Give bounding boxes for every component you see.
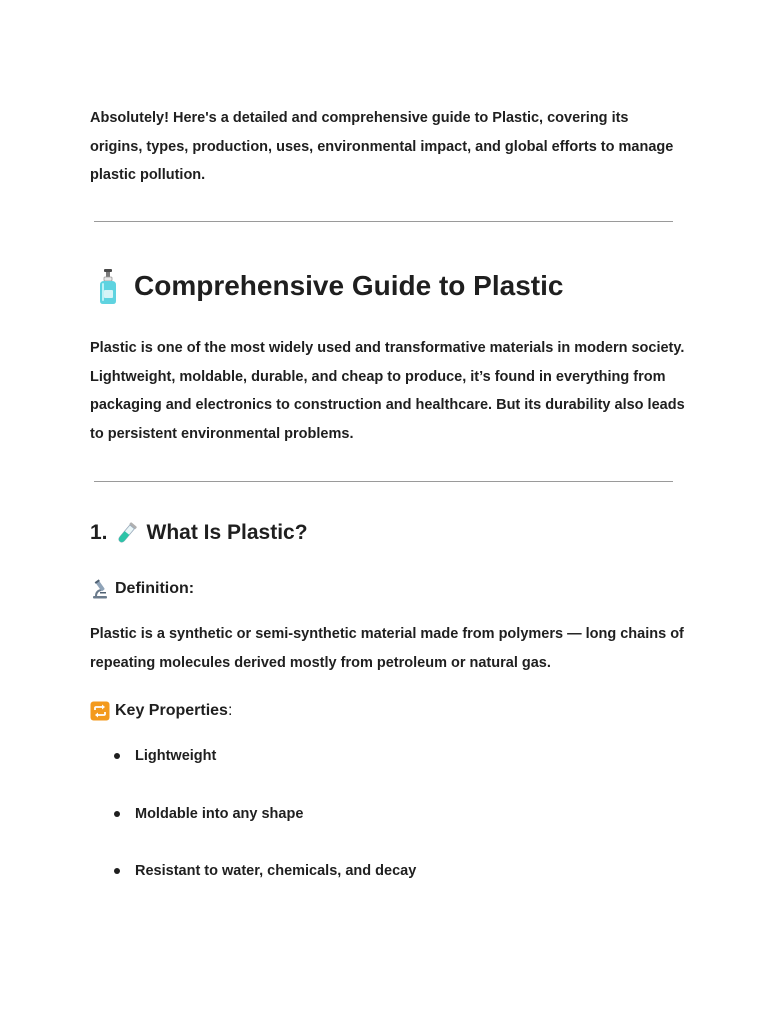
section-number: 1.: [90, 521, 108, 544]
definition-label: Definition:: [115, 580, 195, 597]
key-properties-label: Key Properties: [115, 702, 228, 719]
divider: [94, 481, 673, 482]
list-item: [90, 742, 416, 800]
lotion-bottle-icon: [90, 266, 126, 306]
section-title: What Is Plastic?: [146, 521, 308, 544]
page-title: [90, 266, 563, 306]
bullet-dot: [114, 868, 120, 874]
section-heading: [90, 518, 308, 548]
repeat-icon: [90, 701, 110, 721]
list-item: [90, 857, 416, 915]
definition-paragraph: Plastic is a synthetic or semi-synthetic material made from polymers — long chains of repeating molecules derived mostly from petroleum or natural gas.: [90, 626, 684, 671]
list-item-text: Lightweight: [135, 748, 217, 764]
page-title-text: Comprehensive Guide to Plastic: [134, 270, 564, 301]
key-properties-list: [90, 742, 416, 915]
definition-heading: [90, 577, 194, 601]
key-properties-colon: :: [227, 702, 233, 719]
microscope-icon: [90, 579, 110, 599]
list-item: [90, 800, 416, 858]
list-item-text: Moldable into any shape: [135, 805, 304, 822]
list-item-text: Resistant to water, chemicals, and decay: [135, 863, 417, 879]
divider: [94, 221, 673, 222]
bullet-dot: [114, 811, 120, 817]
test-tube-icon: [114, 520, 140, 546]
bullet-dot: [114, 753, 120, 759]
intro-paragraph: Absolutely! Here's a detailed and comprehensive guide to Plastic, covering its origins, types, production, uses, environmental impact, and global efforts to manage plastic pollution.: [90, 110, 674, 183]
lead-paragraph: Plastic is one of the most widely used and transformative materials in modern society. Lightweight, moldable, durable, and cheap to produce, it’s found in everything from packaging and electronics to construction and healthcare. But its durability also leads to persistent environmental problems.: [90, 340, 685, 442]
key-properties-heading: [90, 699, 232, 723]
